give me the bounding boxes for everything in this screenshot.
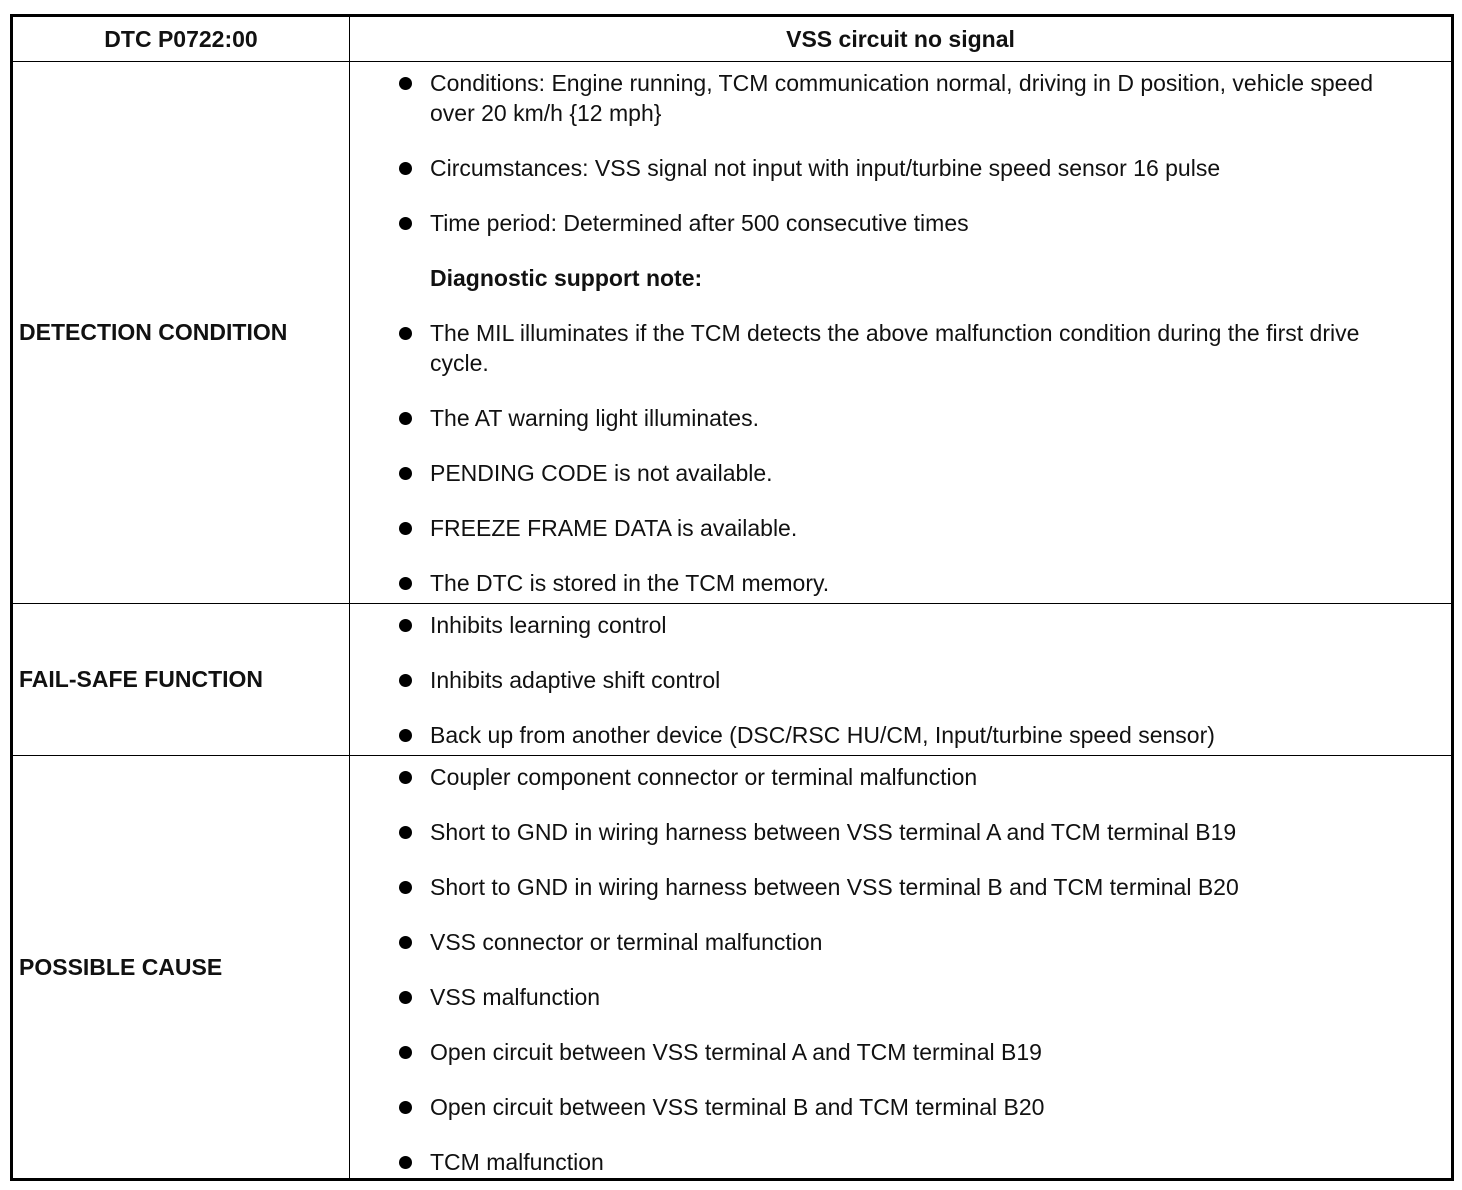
list-item-text: Coupler component connector or terminal malfunction [430,764,978,790]
bullet-icon [399,1046,412,1059]
bullet-icon [399,162,412,175]
possible-cause-label: POSSIBLE CAUSE [13,756,350,1178]
list-item-text: Conditions: Engine running, TCM communication normal, driving in D position, vehicle speed over 20 km/h {12 mph} [430,70,1374,126]
detection-condition-label: DETECTION CONDITION [13,62,350,603]
bullet-icon [399,522,412,535]
list-item-text: TCM malfunction [430,1149,604,1175]
header-row [13,17,1451,61]
bullet-icon [399,729,412,742]
list-item [350,568,1451,598]
bullet-icon [399,826,412,839]
list-item [350,153,1451,183]
list-item [350,1037,1451,1067]
bullet-icon [399,577,412,590]
list-item [350,872,1451,902]
fail-safe-function-row [13,603,1451,755]
list-item-text: Time period: Determined after 500 consecutive times [430,210,969,236]
bullet-icon [399,619,412,632]
list-item-text: FREEZE FRAME DATA is available. [430,515,798,541]
bullet-icon [399,771,412,784]
list-item-text: VSS connector or terminal malfunction [430,929,823,955]
list-item-text: The AT warning light illuminates. [430,405,759,431]
list-item [350,403,1451,433]
diagnostic-note-heading [350,263,1451,293]
bullet-icon [399,412,412,425]
bullet-icon [399,991,412,1004]
list-item-text: Short to GND in wiring harness between VSS terminal A and TCM terminal B19 [430,819,1237,845]
list-item [350,1147,1451,1177]
bullet-icon [399,467,412,480]
list-item-text: VSS malfunction [430,984,601,1010]
list-item [350,817,1451,847]
bullet-icon [399,881,412,894]
list-item [350,610,1451,640]
list-item-text: Back up from another device (DSC/RSC HU/CM, Input/turbine speed sensor) [430,722,1215,748]
note-heading-text: Diagnostic support note: [430,265,703,291]
bullet-icon [399,936,412,949]
bullet-icon [399,77,412,90]
list-item-text: Circumstances: VSS signal not input with input/turbine speed sensor 16 pulse [430,155,1221,181]
list-item-text: PENDING CODE is not available. [430,460,773,486]
bullet-icon [399,674,412,687]
bullet-icon [399,217,412,230]
list-item [350,208,1451,238]
possible-cause-row [13,755,1451,1178]
list-item-text: Open circuit between VSS terminal A and TCM terminal B19 [430,1039,1042,1065]
list-item [350,1092,1451,1122]
list-item-text: The DTC is stored in the TCM memory. [430,570,830,596]
list-item [350,513,1451,543]
list-item-text: Open circuit between VSS terminal B and TCM terminal B20 [430,1094,1045,1120]
dtc-title: VSS circuit no signal [786,25,1015,52]
list-item [350,318,1451,378]
detection-condition-content [350,62,1451,603]
fail-safe-function-label: FAIL-SAFE FUNCTION [13,604,350,755]
list-item [350,762,1451,792]
bullet-icon [399,1156,412,1169]
list-item [350,68,1451,128]
bullet-icon [399,327,412,340]
possible-cause-content [350,756,1451,1178]
list-item-text: Short to GND in wiring harness between VSS terminal B and TCM terminal B20 [430,874,1239,900]
list-item-text: The MIL illuminates if the TCM detects the above malfunction condition during the first drive cycle. [430,320,1360,376]
list-item-text: Inhibits adaptive shift control [430,667,721,693]
list-item [350,720,1451,750]
list-item [350,982,1451,1012]
list-item-text: Inhibits learning control [430,612,667,638]
detection-condition-row [13,61,1451,603]
dtc-code: DTC P0722:00 [13,17,350,61]
list-item [350,665,1451,695]
bullet-icon [399,1101,412,1114]
list-item [350,927,1451,957]
fail-safe-function-content [350,604,1451,755]
list-item [350,458,1451,488]
dtc-table [10,14,1454,1181]
